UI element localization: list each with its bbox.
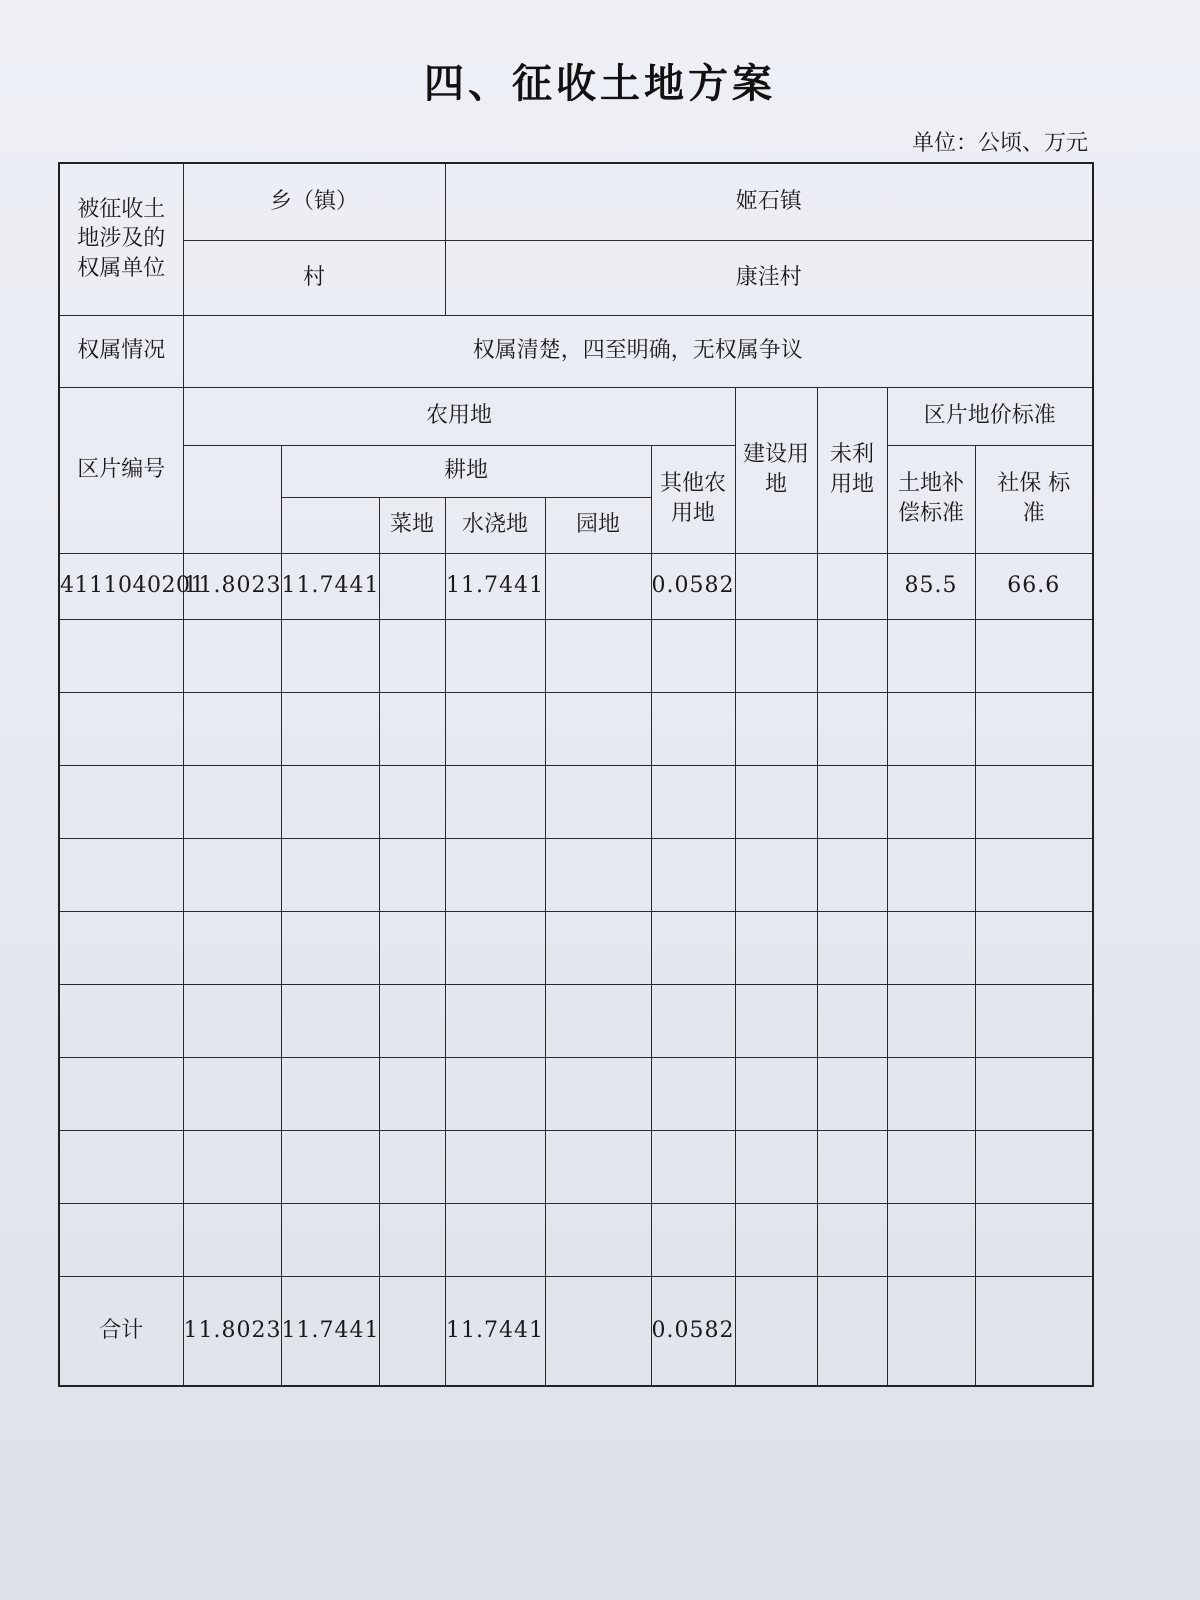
irrigated-cell: 11.7441 (445, 553, 545, 619)
orchard-cell (545, 765, 651, 838)
orchard-cell (545, 1057, 651, 1130)
other-agri-header-line: 其他农 (659, 471, 726, 497)
irrigated-cell (445, 692, 545, 765)
total-agri-total-cell: 11.8023 (183, 1276, 281, 1386)
unused-cell (817, 553, 887, 619)
cultivated-cell (281, 1057, 379, 1130)
village-value: 康洼村 (445, 240, 1093, 315)
land-comp-cell (887, 692, 975, 765)
unused-cell (817, 1130, 887, 1203)
total-label: 合计 (59, 1276, 183, 1386)
total-cultivated-cell: 11.7441 (281, 1276, 379, 1386)
vegetable-cell (379, 1057, 445, 1130)
parcel-no-cell (59, 838, 183, 911)
total-irrigated-cell: 11.7441 (445, 1276, 545, 1386)
table-row (59, 984, 1093, 1057)
irrigated-cell (445, 1057, 545, 1130)
social-sec-cell: 66.6 (975, 553, 1093, 619)
other-agri-cell (651, 619, 735, 692)
cultivated-cell (281, 984, 379, 1057)
irrigated-cell (445, 1203, 545, 1276)
land-comp-cell (887, 765, 975, 838)
township-value: 姬石镇 (445, 163, 1093, 240)
table-row (59, 692, 1093, 765)
construction-cell (735, 984, 817, 1057)
agri-total-header (183, 445, 281, 553)
orchard-cell (545, 692, 651, 765)
parcel-no-cell (59, 984, 183, 1057)
other-agri-header (651, 445, 735, 553)
unused-header-line: 用地 (829, 472, 874, 497)
total-unused-cell (817, 1276, 887, 1386)
total-vegetable-cell (379, 1276, 445, 1386)
parcel-no-cell (59, 765, 183, 838)
agri-total-cell (183, 1203, 281, 1276)
orchard-cell (545, 911, 651, 984)
cultivated-subtotal-header (281, 497, 379, 553)
irrigated-cell (445, 911, 545, 984)
cultivated-cell (281, 765, 379, 838)
irrigated-cell (445, 838, 545, 911)
orchard-cell (545, 1130, 651, 1203)
social-sec-cell (975, 984, 1093, 1057)
unused-cell (817, 692, 887, 765)
vegetable-cell (379, 765, 445, 838)
table-row (59, 619, 1093, 692)
other-agri-cell: 0.0582 (651, 553, 735, 619)
total-other-agri-cell: 0.0582 (651, 1276, 735, 1386)
other-agri-cell (651, 838, 735, 911)
other-agri-cell (651, 1057, 735, 1130)
construction-cell (735, 1057, 817, 1130)
construction-header (735, 387, 817, 553)
land-comp-header-line: 偿标准 (897, 501, 964, 526)
agri-total-cell (183, 619, 281, 692)
unused-cell (817, 1057, 887, 1130)
cultivated-cell (281, 1130, 379, 1203)
unused-cell (817, 838, 887, 911)
cultivated-cell (281, 692, 379, 765)
owner-unit-label-line: 权属单位 (77, 256, 166, 282)
social-sec-cell (975, 619, 1093, 692)
cultivated-cell (281, 838, 379, 911)
land-comp-cell: 85.5 (887, 553, 975, 619)
social-sec-header-line: 社保 标 (997, 471, 1071, 497)
vegetable-header: 菜地 (379, 497, 445, 553)
other-agri-cell (651, 1130, 735, 1203)
social-sec-cell (975, 838, 1093, 911)
construction-header-line: 建设用 (742, 442, 809, 468)
total-orchard-cell (545, 1276, 651, 1386)
construction-cell (735, 619, 817, 692)
parcel-no-cell (59, 692, 183, 765)
owner-unit-label-line: 地涉及的 (77, 226, 166, 252)
orchard-cell (545, 838, 651, 911)
vegetable-cell (379, 1130, 445, 1203)
orchard-cell (545, 619, 651, 692)
table-row (59, 1130, 1093, 1203)
vegetable-cell (379, 838, 445, 911)
table-row (59, 1203, 1093, 1276)
land-comp-header-line: 土地补 (897, 471, 964, 497)
unit-note: 单位：公顷、万元 (911, 131, 1088, 156)
construction-cell (735, 911, 817, 984)
cultivated-cell (281, 911, 379, 984)
ownership-label: 权属情况 (59, 315, 183, 387)
social-sec-cell (975, 911, 1093, 984)
unused-cell (817, 911, 887, 984)
social-sec-cell (975, 1130, 1093, 1203)
parcel-no-cell (59, 1203, 183, 1276)
total-construction-cell (735, 1276, 817, 1386)
land-comp-cell (887, 1203, 975, 1276)
total-social-sec-cell (975, 1276, 1093, 1386)
unused-cell (817, 1203, 887, 1276)
parcel-no-cell: 4111040201 (59, 553, 183, 619)
agri-total-cell (183, 1057, 281, 1130)
land-comp-cell (887, 1057, 975, 1130)
construction-cell (735, 765, 817, 838)
vegetable-cell (379, 692, 445, 765)
page-title: 四、征收土地方案 (424, 60, 776, 107)
unused-header (817, 387, 887, 553)
owner-unit-label (59, 163, 183, 315)
construction-cell (735, 1203, 817, 1276)
social-sec-cell (975, 692, 1093, 765)
construction-cell (735, 838, 817, 911)
land-comp-cell (887, 911, 975, 984)
social-sec-header (975, 445, 1093, 553)
other-agri-cell (651, 1203, 735, 1276)
table-row (59, 553, 1093, 619)
orchard-header: 园地 (545, 497, 651, 553)
irrigated-cell (445, 984, 545, 1057)
unused-header-line: 未利 (829, 442, 874, 468)
parcel-no-header: 区片编号 (59, 387, 183, 553)
land-comp-cell (887, 984, 975, 1057)
cultivated-cell (281, 619, 379, 692)
parcel-no-cell (59, 619, 183, 692)
agri-total-cell (183, 984, 281, 1057)
total-land-comp-cell (887, 1276, 975, 1386)
irrigated-cell (445, 619, 545, 692)
unused-cell (817, 765, 887, 838)
construction-cell (735, 553, 817, 619)
construction-cell (735, 692, 817, 765)
cultivated-cell (281, 1203, 379, 1276)
agri-total-cell (183, 911, 281, 984)
agri-total-cell (183, 838, 281, 911)
table-row (59, 765, 1093, 838)
other-agri-cell (651, 692, 735, 765)
township-label: 乡（镇） (183, 163, 445, 240)
cultivated-header: 耕地 (281, 445, 651, 497)
other-agri-cell (651, 911, 735, 984)
parcel-no-cell (59, 911, 183, 984)
orchard-cell (545, 984, 651, 1057)
vegetable-cell (379, 984, 445, 1057)
owner-unit-label-line: 被征收土 (77, 196, 166, 222)
price-standard-header: 区片地价标准 (887, 387, 1093, 445)
parcel-no-cell (59, 1057, 183, 1130)
irrigated-cell (445, 1130, 545, 1203)
ownership-value: 权属清楚，四至明确，无权属争议 (183, 315, 1093, 387)
orchard-cell (545, 1203, 651, 1276)
table-row (59, 1057, 1093, 1130)
unused-cell (817, 984, 887, 1057)
land-comp-header (887, 445, 975, 553)
table-row (59, 838, 1093, 911)
vegetable-cell (379, 553, 445, 619)
land-comp-cell (887, 838, 975, 911)
other-agri-cell (651, 765, 735, 838)
irrigated-header: 水浇地 (445, 497, 545, 553)
other-agri-header-line: 用地 (670, 501, 715, 526)
social-sec-cell (975, 1203, 1093, 1276)
vegetable-cell (379, 619, 445, 692)
agri-land-header: 农用地 (183, 387, 735, 445)
agri-total-cell (183, 692, 281, 765)
cultivated-cell: 11.7441 (281, 553, 379, 619)
vegetable-cell (379, 1203, 445, 1276)
total-row (59, 1276, 1093, 1386)
irrigated-cell (445, 765, 545, 838)
social-sec-header-line: 准 (1022, 501, 1045, 526)
land-comp-cell (887, 619, 975, 692)
agri-total-cell (183, 1130, 281, 1203)
agri-total-cell: 11.8023 (183, 553, 281, 619)
orchard-cell (545, 553, 651, 619)
social-sec-cell (975, 765, 1093, 838)
parcel-no-cell (59, 1130, 183, 1203)
village-label: 村 (183, 240, 445, 315)
other-agri-cell (651, 984, 735, 1057)
land-acquisition-table (58, 162, 1094, 1387)
land-comp-cell (887, 1130, 975, 1203)
table-row (59, 911, 1093, 984)
agri-total-cell (183, 765, 281, 838)
vegetable-cell (379, 911, 445, 984)
social-sec-cell (975, 1057, 1093, 1130)
construction-header-line: 地 (764, 472, 787, 497)
unused-cell (817, 619, 887, 692)
construction-cell (735, 1130, 817, 1203)
